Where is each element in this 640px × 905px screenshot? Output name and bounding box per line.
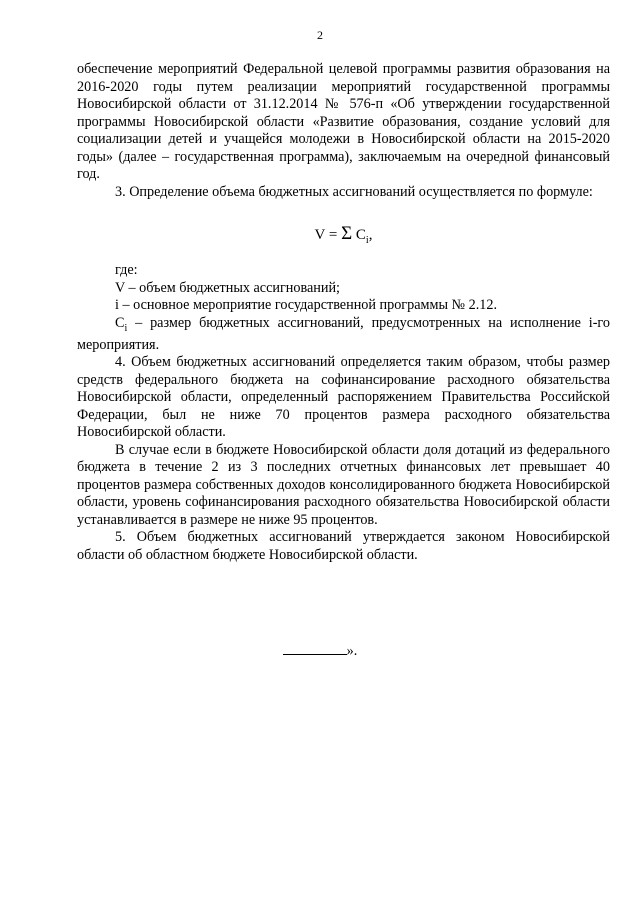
document-body: [77, 61, 610, 564]
page-number: 2: [317, 28, 323, 42]
paragraph-4-continued: В случае если в бюджете Новосибирской области доля дотаций из федерального бюджета в течение 2 из 3 последних отчетных финансовых лет превышает 40 процентов размера собственных доходов консолидированного бюджета Новосибирской области, уровень софинансирования расходного обязательства Новосибирской области устанавливается в размере не ниже 95 процентов.: [77, 441, 610, 528]
def-c-symbol: C: [115, 314, 125, 331]
paragraph-3: 3. Определение объема бюджетных ассигнований осуществляется по формуле:: [115, 183, 593, 200]
formula-lhs: V =: [314, 227, 342, 243]
paragraph-4: 4. Объем бюджетных ассигнований определяется таким образом, чтобы размер средств федерального бюджета на софинансирование расходного обязательства Новосибирской области, определенный распоряжением Правительства Российской Федерации, был не ниже 70 процентов размера расходного обязательства Новосибирской области.: [77, 354, 610, 441]
sigma-symbol: Σ: [341, 223, 353, 244]
def-c-text: – размер бюджетных ассигнований, предусмотренных на исполнение i-го мероприятия.: [77, 314, 610, 353]
definition-c: [77, 315, 610, 355]
formula-end: ,: [368, 227, 373, 243]
paragraph-intro: обеспечение мероприятий Федеральной целевой программы развития образования на 2016-2020 годы путем реализации мероприятий государственной программы Новосибирской области от 31.12.2014 № 576-п «Об утверждении государственной программы Новосибирской области «Развитие образования, создание условий для социализации детей и учащейся молодежи в Новосибирской области на 2015-2020 годы» (далее – государственная программа), заключаемым на очередной финансовый год.: [77, 61, 610, 182]
formula-c: C: [352, 227, 366, 243]
closing-line: [0, 640, 640, 660]
signature-underline: [283, 640, 347, 655]
where-label: где:: [115, 262, 138, 278]
closing-quote: ».: [346, 643, 358, 659]
def-c-subscript: i: [124, 322, 128, 334]
budget-formula: [77, 222, 610, 246]
definition-v: V – объем бюджетных ассигнований;: [115, 279, 341, 296]
paragraph-5: 5. Объем бюджетных ассигнований утверждается законом Новосибирской области об областном бюджете Новосибирской области.: [77, 529, 610, 563]
definition-i: i – основное мероприятие государственной программы № 2.12.: [115, 297, 498, 313]
formula-subscript: i: [365, 235, 369, 246]
